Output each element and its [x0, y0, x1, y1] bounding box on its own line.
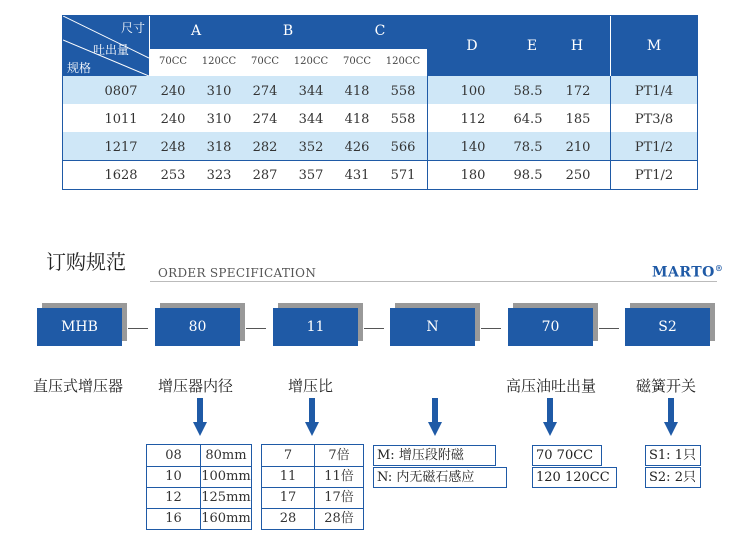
cell: 250: [565, 168, 591, 183]
header-sub-b-70: 70CC: [250, 56, 280, 67]
code-box-model: MHB: [37, 308, 122, 346]
cell: 558: [390, 84, 416, 99]
cell: 210: [565, 140, 591, 155]
cell-model: 0807: [104, 84, 138, 99]
cell: 274: [252, 112, 278, 127]
cell: 248: [160, 140, 186, 155]
bore-code: 16: [165, 511, 182, 526]
cell: 426: [344, 140, 370, 155]
ratio-code: 28: [279, 511, 297, 526]
cell: 98.5: [513, 168, 543, 183]
label-flow: 高压油吐出量: [506, 377, 597, 395]
header-group-c: C: [374, 23, 386, 39]
spec-header-right: [427, 16, 697, 76]
cell: PT1/4: [634, 84, 674, 99]
cell: 253: [160, 168, 186, 183]
cell: 431: [344, 168, 370, 183]
cell: 100: [460, 84, 486, 99]
cell: 418: [344, 112, 370, 127]
code-box-switch: S2: [625, 308, 710, 346]
cell-model: 1217: [104, 140, 138, 155]
header-col-d: D: [466, 38, 478, 54]
ratio-code: 7: [283, 448, 293, 463]
dash: [364, 328, 384, 329]
cell-model: 1011: [104, 112, 138, 127]
registered-mark: ®: [714, 263, 724, 273]
cell: 180: [460, 168, 486, 183]
switch-option-s2: S2: 2只: [645, 467, 701, 488]
cell: 112: [460, 112, 486, 127]
bore-options-table: [146, 444, 252, 530]
cell: 344: [298, 112, 324, 127]
header-col-m: M: [646, 38, 662, 54]
header-sub-c-70: 70CC: [342, 56, 372, 67]
label-bore: 增压器内径: [158, 377, 234, 395]
bore-value: 160mm: [201, 511, 251, 526]
arrow-down-icon: [428, 398, 442, 438]
cell: 352: [298, 140, 324, 155]
cell-model: 1628: [104, 168, 138, 183]
code-box-flow: 70: [508, 308, 593, 346]
header-sub-a-70: 70CC: [158, 56, 188, 67]
code-box-bore: 80: [155, 308, 240, 346]
header-sub-b-120: 120CC: [293, 56, 329, 67]
cell: 344: [298, 84, 324, 99]
code-box-magnet: N: [390, 308, 475, 346]
ratio-value: 28倍: [324, 511, 354, 526]
arrow-down-icon: [193, 398, 207, 438]
header-col-h: H: [570, 38, 584, 54]
cell: 78.5: [513, 140, 543, 155]
dash: [246, 328, 266, 329]
cell: 418: [344, 84, 370, 99]
dash: [599, 328, 619, 329]
switch-option-s1: S1: 1只: [645, 445, 701, 466]
header-group-b: B: [282, 23, 294, 39]
cell: 240: [160, 112, 186, 127]
cell: PT1/2: [634, 168, 674, 183]
bore-code: 10: [165, 469, 182, 484]
cell: 571: [390, 168, 416, 183]
header-flow: 吐出量: [93, 43, 130, 57]
brand-logo: [652, 263, 723, 281]
dash: [481, 328, 501, 329]
cell: 357: [298, 168, 324, 183]
cell: 310: [206, 112, 232, 127]
cell: PT3/8: [634, 112, 674, 127]
cell: 318: [206, 140, 232, 155]
flow-option-70: 70 70CC: [532, 445, 602, 466]
order-title: 订购规范: [46, 250, 126, 274]
cell: 172: [565, 84, 591, 99]
label-type: 直压式增压器: [33, 377, 124, 395]
cell: 287: [252, 168, 278, 183]
brand-name: MARTO: [652, 264, 715, 281]
order-divider: [150, 281, 717, 282]
header-sub-line: [150, 48, 427, 49]
ratio-code: 17: [279, 490, 297, 505]
bore-value: 100mm: [201, 469, 251, 484]
ratio-value: 11倍: [324, 469, 354, 484]
header-group-a: A: [190, 23, 202, 39]
ratio-options-table: [261, 444, 364, 530]
label-ratio: 增压比: [288, 377, 334, 395]
cell: 282: [252, 140, 278, 155]
cell: PT1/2: [634, 140, 674, 155]
order-subtitle: ORDER SPECIFICATION: [158, 266, 317, 280]
dash: [128, 328, 148, 329]
header-model: 规格: [67, 61, 92, 75]
bore-code: 12: [165, 490, 182, 505]
cell: 274: [252, 84, 278, 99]
ratio-code: 11: [279, 469, 297, 484]
header-col-e: E: [526, 38, 538, 54]
header-sub-c-120: 120CC: [385, 56, 421, 67]
cell: 140: [460, 140, 486, 155]
ratio-value: 17倍: [324, 490, 354, 505]
cell: 310: [206, 84, 232, 99]
cell: 185: [565, 112, 591, 127]
magnet-option-m: M: 增压段附磁: [373, 445, 496, 466]
bore-value: 125mm: [201, 490, 251, 505]
arrow-down-icon: [543, 398, 557, 438]
magnet-option-n: N: 内无磁石感应: [373, 467, 507, 488]
spec-header-left: [63, 16, 427, 76]
header-size: 尺寸: [121, 21, 146, 35]
cell: 323: [206, 168, 232, 183]
bore-value: 80mm: [205, 448, 247, 463]
cell: 566: [390, 140, 416, 155]
cell: 240: [160, 84, 186, 99]
cell: 58.5: [513, 84, 543, 99]
ratio-value: 7倍: [328, 448, 350, 463]
flow-option-120: 120 120CC: [532, 467, 617, 488]
label-switch: 磁簧开关: [636, 377, 697, 395]
body-divider-d: [427, 76, 428, 189]
arrow-down-icon: [664, 398, 678, 438]
header-sub-a-120: 120CC: [201, 56, 237, 67]
spec-table: [62, 15, 698, 190]
cell: 64.5: [513, 112, 543, 127]
code-box-ratio: 11: [273, 308, 358, 346]
bore-code: 08: [165, 448, 182, 463]
arrow-down-icon: [305, 398, 319, 438]
cell: 558: [390, 112, 416, 127]
